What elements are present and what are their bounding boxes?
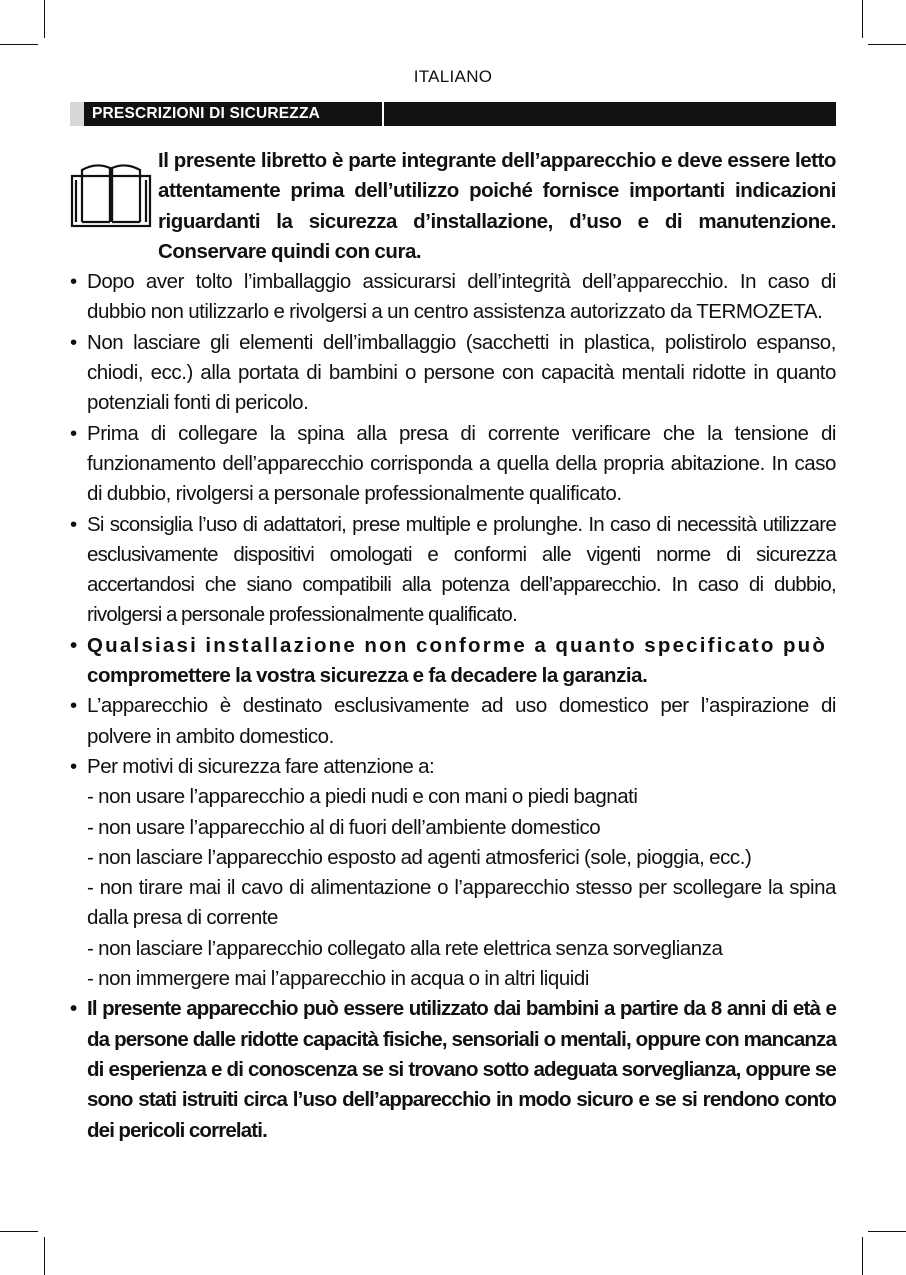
bullet-icon: • [70,330,77,354]
warning-line-2: compromettere la vostra sicurezza e fa decadere la garanzia. [87,664,648,688]
precaution-item: - non usare l’apparecchio al di fuori dell’ambiente domestico [87,815,601,839]
warning-line-1: Qualsiasi installazione non conforme a quanto specificato può [87,633,828,657]
precaution-item: - non immergere mai l’apparecchio in acqua o in altri liquidi [87,967,589,991]
precaution-item: - non lasciare l’apparecchio collegato alla rete elettrica senza sorveglianza [87,936,723,960]
language-label: ITALIANO [413,67,493,86]
bullet-icon: • [70,754,77,778]
crop-mark [0,1231,38,1232]
bullet-text: Per motivi di sicurezza fare attenzione a: [87,754,435,778]
intro-text: Il presente libretto è parte integrante dell’apparecchio e deve essere letto attentamente prima dell’utilizzo poiché fornisce importanti indicazioni riguardanti la sicurezza d’installazione, d’uso e di manutenzione. Conservare quindi con cura. [158,149,836,263]
bullet-item-children [70,994,836,1145]
bullet-item [70,419,836,510]
crop-mark [868,1231,906,1232]
safety-content [70,146,836,1146]
section-title: PRESCRIZIONI DI SICUREZZA [92,105,321,122]
intro-block [70,146,836,267]
bullet-icon: • [70,270,77,294]
crop-mark [868,44,906,45]
crop-mark [862,1237,863,1275]
bullet-icon: • [70,512,77,536]
bullet-text: Prima di collegare la spina alla presa di corrente verificare che la tensione di funzionamento dell’apparecchio corrisponda a quella della propria abitazione. In caso di dubbio, rivolgersi a personale professionalmente qualificato. [87,421,836,506]
precaution-item: - non lasciare l’apparecchio esposto ad agenti atmosferici (sole, pioggia, ecc.) [87,845,752,869]
bullet-text: Il presente apparecchio può essere utilizzato dai bambini a partire da 8 anni di età e da persone dalle ridotte capacità fisiche, sensoriali o mentali, oppure con mancanza di esperienza e di conoscenza se si trovano sotto adeguata sorveglianza, oppure se sono stati istruiti circa l’uso dell’apparecchio in modo sicuro e se si rendono conto dei pericoli correlati. [87,997,836,1142]
book-icon [70,156,152,228]
bullet-text: L’apparecchio è destinato esclusivamente ad uso domestico per l’aspirazione di polvere in ambito domestico. [87,694,836,748]
bullet-item [70,267,836,328]
precaution-item: - non tirare mai il cavo di alimentazione o l’apparecchio stesso per scollegare la spina dalla presa di corrente [87,876,836,930]
bullet-text: Si sconsiglia l’uso di adattatori, prese multiple e prolunghe. In caso di necessità utilizzare esclusivamente dispositivi omologati e conformi alle vigenti norme di sicurezza accertandosi che siano compatibili alla potenza dell’apparecchio. In caso di dubbio, rivolgersi a personale professionalmente qualificato. [87,512,836,627]
bullet-text: Dopo aver tolto l’imballaggio assicurarsi dell’integrità dell’apparecchio. In caso di dubbio non utilizzarlo e rivolgersi a un centro assistenza autorizzato da TERMOZETA. [87,270,836,324]
crop-mark [0,44,38,45]
bullet-item-warning [70,631,836,692]
bullet-icon: • [70,997,77,1021]
bullet-item [70,752,836,782]
bullet-item [70,510,836,631]
bullet-icon: • [70,421,77,445]
precaution-item: - non usare l’apparecchio a piedi nudi e con mani o piedi bagnati [87,785,638,809]
crop-mark [44,0,45,38]
bullet-icon: • [70,694,77,718]
crop-mark [862,0,863,38]
bullet-item [70,328,836,419]
bullet-item [70,691,836,752]
bullet-icon: • [70,633,77,657]
section-header [70,102,836,126]
crop-mark [44,1237,45,1275]
bullet-text: Non lasciare gli elementi dell’imballaggio (sacchetti in plastica, polistirolo espanso, chiodi, ecc.) alla portata di bambini o persone con capacità mentali ridotte in quanto potenziali fonti di pericolo. [87,330,836,415]
